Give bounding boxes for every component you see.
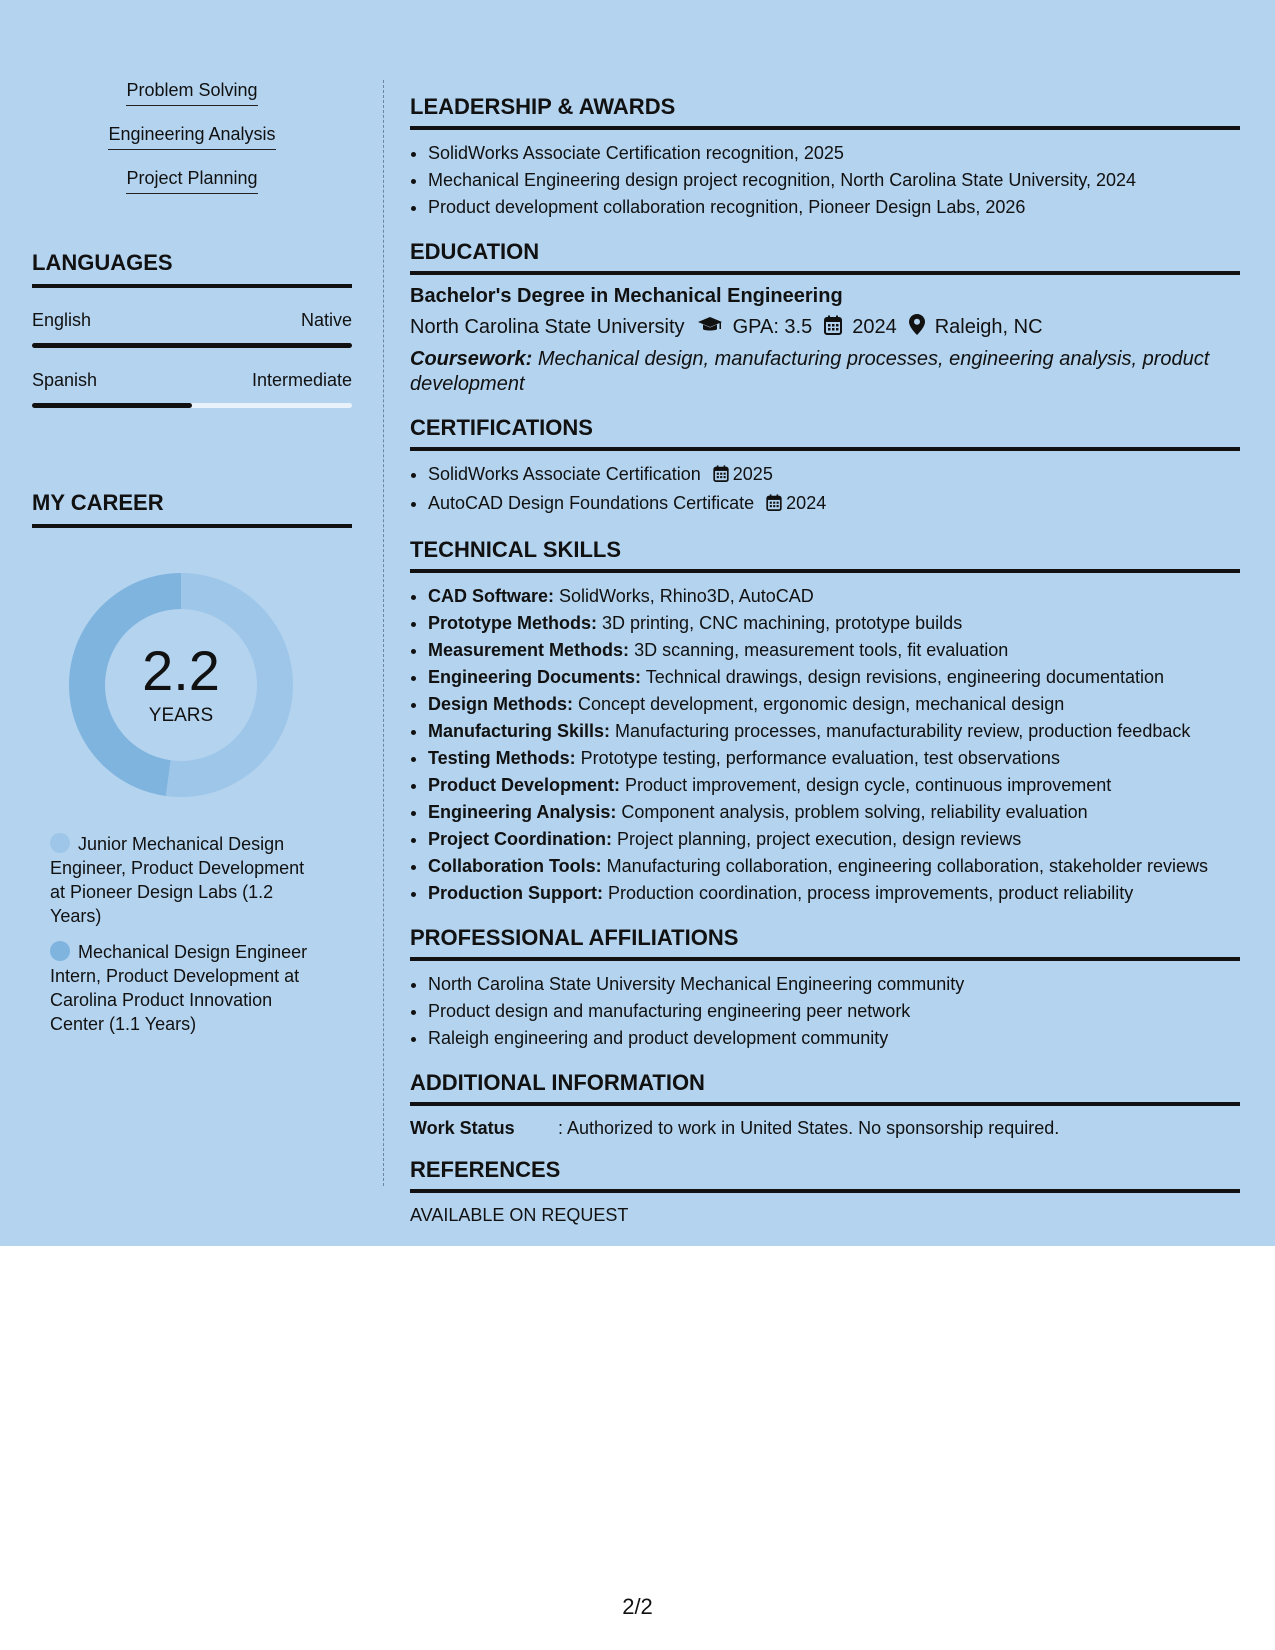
career-donut-chart	[66, 570, 296, 800]
skill-value: 3D scanning, measurement tools, fit evaluation	[634, 640, 1009, 660]
coursework-label: Coursework:	[410, 348, 533, 370]
work-status-value: : Authorized to work in United States. No sponsorship required.	[558, 1118, 1060, 1138]
language-item	[32, 310, 352, 348]
skill-value: Product improvement, design cycle, continuous improvement	[625, 775, 1112, 795]
language-name: English	[32, 310, 92, 330]
skill-label: Design Methods:	[428, 694, 574, 714]
language-proficiency-fill	[32, 403, 192, 408]
calendar-icon	[713, 463, 729, 490]
graduation-cap-icon	[697, 316, 723, 340]
skill-value: Manufacturing collaboration, engineering collaboration, stakeholder reviews	[606, 856, 1209, 876]
list-item	[428, 583, 1240, 610]
education-year: 2024	[852, 316, 897, 338]
list-item	[428, 772, 1240, 799]
skill-tag: Project Planning	[126, 168, 257, 194]
skill-label: Collaboration Tools:	[428, 856, 602, 876]
certifications-heading: CERTIFICATIONS	[410, 415, 1240, 451]
skill-label: Testing Methods:	[428, 748, 576, 768]
work-status-row	[410, 1118, 1240, 1139]
list-item	[428, 691, 1240, 718]
list-item: • Product design and manufacturing engineering peer network	[428, 998, 1240, 1025]
skill-value: Technical drawings, design revisions, engineering documentation	[645, 667, 1165, 687]
career-heading: MY CAREER	[32, 490, 352, 528]
list-item: • Raleigh engineering and product development community	[428, 1025, 1240, 1052]
list-item: • North Carolina State University Mechanical Engineering community	[428, 971, 1240, 998]
education-gpa: GPA: 3.5	[732, 316, 813, 338]
skill-value: Prototype testing, performance evaluation, test observations	[580, 748, 1060, 768]
education-school: North Carolina State University	[410, 316, 685, 338]
references-text: AVAILABLE ON REQUEST	[410, 1205, 629, 1225]
language-level: Intermediate	[251, 370, 352, 390]
skill-tag: Engineering Analysis	[108, 124, 275, 150]
career-item-label: Junior Mechanical Design Engineer, Product Development at Pioneer Design Labs (1.2 Years)	[50, 834, 305, 926]
references-section	[410, 1157, 1240, 1226]
additional-info-section	[410, 1070, 1240, 1139]
skill-label: CAD Software:	[428, 586, 555, 606]
list-item	[428, 490, 1240, 519]
main-content	[410, 94, 1240, 1244]
education-degree: Bachelor's Degree in Mechanical Engineering	[410, 285, 843, 307]
skill-label: Project Coordination:	[428, 829, 612, 849]
languages-section	[32, 250, 352, 408]
career-item	[32, 832, 320, 928]
list-item	[428, 637, 1240, 664]
career-list	[32, 832, 352, 1036]
certification-year: 2024	[786, 493, 827, 513]
skill-value: Production coordination, process improvements, product reliability	[608, 883, 1134, 903]
language-item	[32, 370, 352, 408]
list-item	[428, 880, 1240, 907]
career-dot-icon	[50, 941, 70, 961]
list-item	[428, 664, 1240, 691]
sidebar	[32, 80, 352, 1048]
list-item: • Product development collaboration recognition, Pioneer Design Labs, 2026	[428, 194, 1240, 221]
language-proficiency-bar	[32, 403, 352, 408]
skills-list	[32, 80, 352, 212]
skill-value: Manufacturing processes, manufacturability review, production feedback	[615, 721, 1191, 741]
language-name: Spanish	[32, 370, 98, 390]
affiliations-section	[410, 925, 1240, 1052]
list-item	[428, 853, 1240, 880]
career-dot-icon	[50, 833, 70, 853]
map-pin-icon	[909, 314, 925, 341]
skill-label: Prototype Methods:	[428, 613, 597, 633]
career-section	[32, 490, 352, 1036]
skill-value: Component analysis, problem solving, reliability evaluation	[621, 802, 1088, 822]
education-coursework	[410, 347, 1240, 397]
page-number: 2/2	[622, 1594, 653, 1619]
leadership-section	[410, 94, 1240, 221]
certification-year: 2025	[732, 464, 773, 484]
career-item	[32, 940, 320, 1036]
calendar-icon	[824, 315, 842, 341]
technical-skills-heading: TECHNICAL SKILLS	[410, 537, 1240, 573]
list-item: • SolidWorks Associate Certification recognition, 2025	[428, 140, 1240, 167]
education-location: Raleigh, NC	[934, 316, 1043, 338]
skill-label: Manufacturing Skills:	[428, 721, 611, 741]
skill-label: Product Development:	[428, 775, 621, 795]
education-meta	[410, 314, 1240, 341]
skill-value: Concept development, ergonomic design, mechanical design	[578, 694, 1065, 714]
education-heading: EDUCATION	[410, 239, 1240, 275]
calendar-icon	[766, 492, 782, 519]
list-item	[428, 745, 1240, 772]
language-proficiency-fill	[32, 343, 352, 348]
column-divider	[383, 80, 384, 1186]
skill-value: SolidWorks, Rhino3D, AutoCAD	[559, 586, 814, 606]
certification-name: SolidWorks Associate Certification	[428, 464, 701, 484]
affiliations-heading: PROFESSIONAL AFFILIATIONS	[410, 925, 1240, 961]
career-total-unit: YEARS	[148, 705, 214, 726]
technical-skills-section	[410, 537, 1240, 907]
language-level: Native	[300, 310, 352, 330]
list-item	[428, 718, 1240, 745]
skill-value: Project planning, project execution, design reviews	[617, 829, 1022, 849]
references-heading: REFERENCES	[410, 1157, 1240, 1193]
skill-tag: Problem Solving	[126, 80, 257, 106]
leadership-heading: LEADERSHIP & AWARDS	[410, 94, 1240, 130]
career-total-value: 2.2	[142, 639, 220, 702]
skill-label: Engineering Documents:	[428, 667, 642, 687]
skill-label: Measurement Methods:	[428, 640, 630, 660]
list-item	[428, 799, 1240, 826]
list-item	[428, 461, 1240, 490]
certification-name: AutoCAD Design Foundations Certificate	[428, 493, 755, 513]
career-item-label: Mechanical Design Engineer Intern, Product Development at Carolina Product Innovation Center (1.1 Years)	[50, 942, 308, 1034]
additional-info-heading: ADDITIONAL INFORMATION	[410, 1070, 1240, 1106]
education-section	[410, 239, 1240, 397]
languages-heading: LANGUAGES	[32, 250, 352, 288]
skill-value: 3D printing, CNC machining, prototype builds	[602, 613, 963, 633]
skill-label: Production Support:	[428, 883, 603, 903]
language-proficiency-bar	[32, 343, 352, 348]
work-status-label: Work Status	[410, 1118, 515, 1138]
coursework-text: Mechanical design, manufacturing processes, engineering analysis, product development	[410, 348, 1210, 395]
list-item	[428, 610, 1240, 637]
list-item: • Mechanical Engineering design project recognition, North Carolina State University, 2024	[428, 167, 1240, 194]
list-item	[428, 826, 1240, 853]
skill-label: Engineering Analysis:	[428, 802, 617, 822]
certifications-section	[410, 415, 1240, 519]
